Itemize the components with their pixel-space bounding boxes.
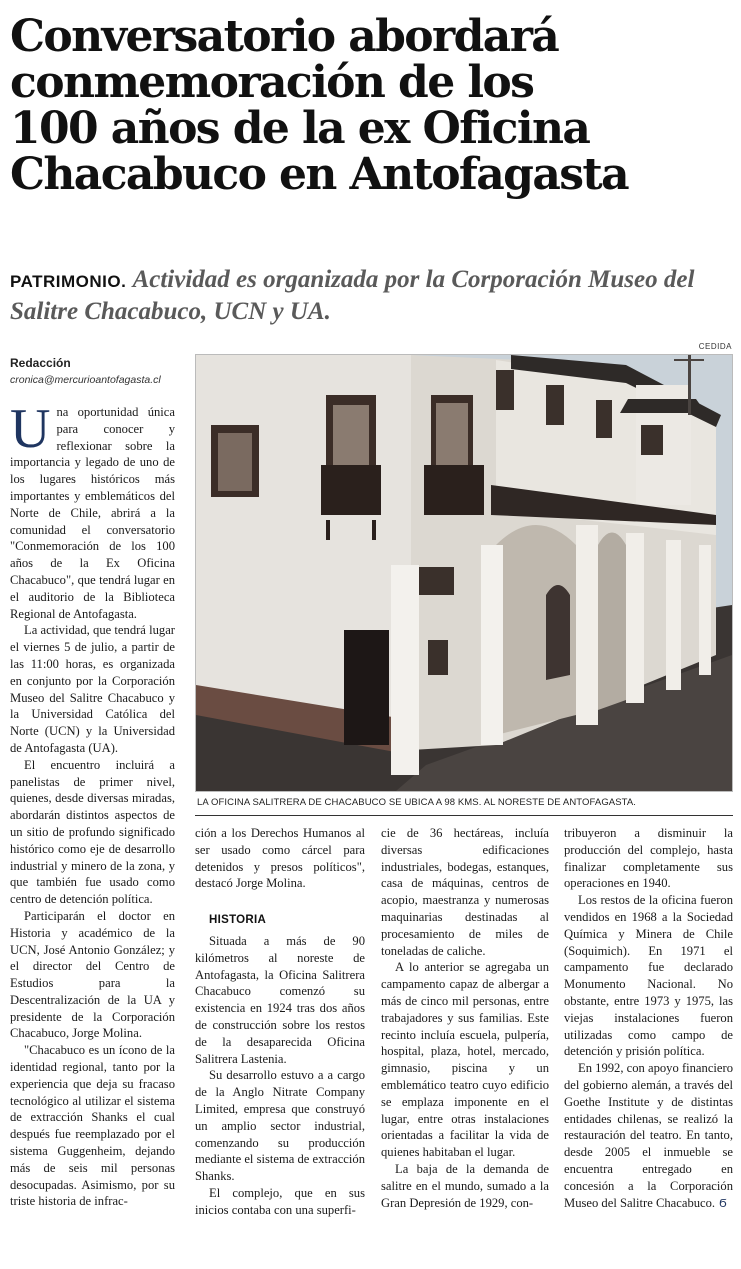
article-paragraph: Su desarrollo estuvo a a cargo de la Anglo Nitrate Company Limited, empresa que construyó un amplio sector industrial, comenzando su producción mediante el sistema de extracción Shanks.: [195, 1068, 365, 1184]
article-column-2: [195, 825, 365, 1219]
article-paragraph: La baja de la demanda de salitre en el mundo, sumado a la Gran Depresión de 1929, con-: [381, 1161, 549, 1210]
article-column-4: [564, 825, 733, 1212]
photo-caption: LA OFICINA SALITRERA DE CHACABUCO SE UBICA A 98 KMS. AL NORESTE DE ANTOFAGASTA.: [197, 797, 637, 808]
paragraph-gap: [195, 892, 365, 908]
article-paragraph: El encuentro incluirá a panelistas de primer nivel, quienes, desde diversas miradas, abordarán distintos aspectos de un sitio de profundo significado histórico como eje de desarrollo industrial y minero de la zona, y que también fue usado como centro de detención política.: [10, 757, 175, 907]
paragraph-text: En 1992, con apoyo financiero del gobierno alemán, a través del Goethe Institute y de distintas entidades chilenas, se realizó la restauración del teatro. En tanto, desde 2005 el inmueble se encuentra entregado en concesión a la Corporación Museo del Salitre Chacabuco.: [564, 1061, 733, 1210]
building-illustration: [196, 355, 732, 791]
article-paragraph: [10, 398, 175, 622]
subhead-historia: HISTORIA: [209, 914, 267, 927]
deck-text: Actividad es organizada por la Corporación Museo del Salitre Chacabuco, UCN y UA.: [10, 266, 695, 325]
article-paragraph: Situada a más de 90 kilómetros al noreste de Antofagasta, la Oficina Salitrera Chacabuco comenzó su existencia en 1924 tras dos años de construcción sobre los restos de la desaparecida Oficina Salitrera Lastenia.: [195, 933, 365, 1066]
article-column-3: [381, 825, 549, 1211]
article-paragraph: El complejo, que en sus inicios contaba con una superfi-: [195, 1185, 365, 1217]
paragraph-text: na oportunidad única para conocer y reflexionar sobre la importancia y legado de uno de los lugares históricos más importantes y emblemáticos del Norte de Chile, abrirá a la comunidad el conversatorio "Conmemoración de los 100 años de la Ex Oficina Chacabuco", que tendrá lugar en el auditorio de la Biblioteca Regional de Antofagasta.: [10, 405, 175, 621]
end-mark-icon: Ϭ: [719, 1196, 727, 1210]
byline: [10, 356, 190, 386]
article-photo: [195, 354, 733, 792]
article-paragraph: "Chacabuco es un ícono de la identidad regional, tanto por la experiencia que deja su fracaso tecnológico al utilizar el sistema de extracción Shanks el cual después fue reemplazado por el sistema Guggenheim, dejando más de seis mil personas desocupadas. Asimismo, por su triste historia de infrac-: [10, 1043, 175, 1209]
deck: [10, 265, 735, 327]
drop-cap: U: [10, 398, 51, 460]
headline-line: 100 años de la ex Oficina: [10, 103, 590, 154]
article-paragraph: Los restos de la oficina fueron vendidos en 1968 a la Sociedad Química y Minera de Chile (Soquimich). En 1971 el campamento fue declarado Monumento Nacional. No obstante, entre 1973 y 1975, las viejas instalaciones fueron utilizadas como campo de detención y prisión política.: [564, 893, 733, 1059]
byline-author: Redacción: [10, 356, 71, 370]
article-column-1: [10, 398, 175, 1210]
article-paragraph: ción a los Derechos Humanos al ser usado como cárcel para detenidos y presos políticos", destacó Jorge Molina.: [195, 826, 365, 891]
article-paragraph: A lo anterior se agregaba un campamento capaz de albergar a más de cinco mil personas, entre trabajadores y sus familias. Este recinto incluía escuela, pulpería, hospital, plaza, hotel, mercado, gimnasio, piscina y un emblemático teatro cuyo edificio se emplaza imponente en el lugar, entre otras instalaciones orientadas a facilitar la vida de quienes habitaban el lugar.: [381, 960, 549, 1160]
caption-divider: [195, 815, 733, 816]
article-paragraph: La actividad, que tendrá lugar el viernes 5 de julio, a partir de las 11:00 horas, es organizada en conjunto por la Corporación Museo del Salitre Chacabuco y la Universidad Católica del Norte (UCN) y la Universidad de Antofagasta (UA).: [10, 623, 175, 755]
byline-email: cronica@mercurioantofagasta.cl: [10, 374, 161, 386]
article-paragraph: cie de 36 hectáreas, incluía diversas edificaciones industriales, bodegas, estanques, casa de máquinas, centros de acopio, maestranza y numerosas maquinarias destinadas al procesamiento de miles de toneladas de caliche.: [381, 826, 549, 958]
article-paragraph: Participarán el doctor en Historia y académico de la UCN, José Antonio González; y el director del Centro de Estudios para la Descentralización de la UA y presidente de la Corporación Chacabuco, Jorge Molina.: [10, 908, 175, 1041]
headline: [10, 11, 735, 200]
headline-line: Chacabuco en Antofagasta: [10, 149, 629, 200]
headline-line: conmemoración de los: [10, 57, 534, 108]
headline-line: Conversatorio abordará: [10, 11, 559, 62]
article-paragraph: [564, 1060, 733, 1212]
article-paragraph: tribuyeron a disminuir la producción del complejo, hasta finalizar completamente sus operaciones en 1940.: [564, 826, 733, 891]
photo-credit: CEDIDA: [698, 342, 732, 351]
section-kicker: PATRIMONIO.: [10, 272, 127, 291]
